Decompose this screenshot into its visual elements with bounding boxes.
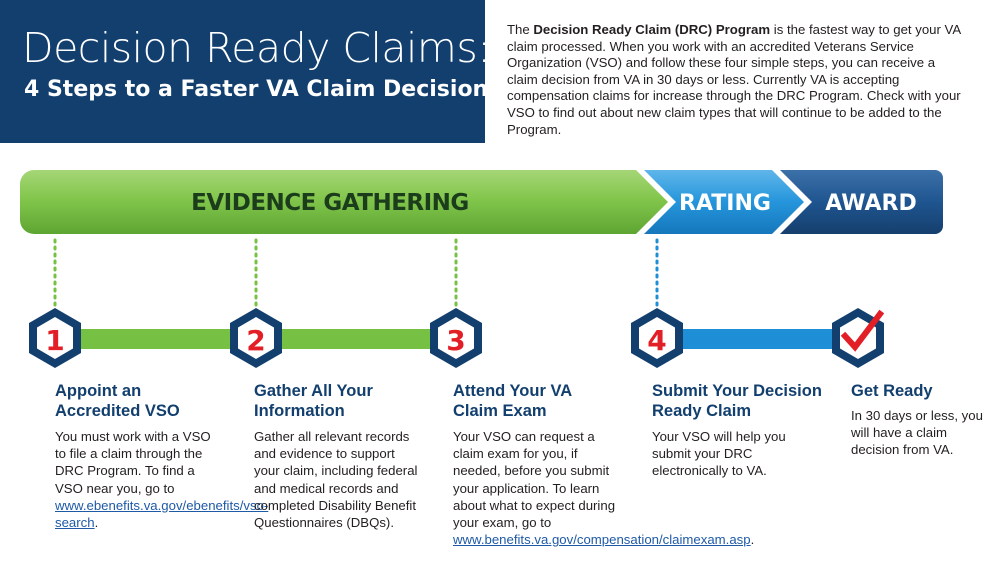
claim-exam-link[interactable]: www.benefits.va.gov/compensation/claimexam.asp xyxy=(453,532,751,548)
step-1-body xyxy=(55,428,269,531)
step-4-title: Submit Your Decision Ready Claim xyxy=(652,382,822,420)
intro-program-name: Decision Ready Claim (DRC) Program xyxy=(533,22,771,37)
intro-prefix: The xyxy=(507,22,534,37)
step-4-badge xyxy=(631,308,683,368)
step-4-number: 4 xyxy=(647,324,667,357)
step-4-body: Your VSO will help you submit your DRC electronically to VA. xyxy=(652,429,786,479)
step-2-title: Gather All Your Information xyxy=(254,382,373,420)
step-3-badge xyxy=(430,308,482,368)
step-2-badge xyxy=(230,308,282,368)
vso-search-link[interactable]: www.ebenefits.va.gov/ebenefits/vso-search xyxy=(55,497,269,531)
step-3-suffix: . xyxy=(750,532,755,548)
step-2-number: 2 xyxy=(246,324,266,357)
step-5-body: In 30 days or less, you will have a claim decision from VA. xyxy=(851,408,983,458)
step-5-badge xyxy=(832,308,884,368)
step-1-title: Appoint an Accredited VSO xyxy=(55,382,180,420)
step-2-body: Gather all relevant records and evidence to support your claim, including federal and medical records and completed Disability Benefit Questionnaires (DBQs). xyxy=(254,429,418,531)
step-3-text: Your VSO can request a claim exam for you, if needed, before you submit your application. To learn about what to expect during your exam, go to xyxy=(453,429,616,531)
step-1-badge xyxy=(29,308,81,368)
phase-award-label: AWARD xyxy=(825,191,917,216)
intro-text: is the fastest way to get your VA claim processed. When you work with an accredited Veterans Service Organization (VSO) and follow these four simple steps, you can receive a claim decision from VA in 30 days or less. Currently VA is accepting compensation claims for increase through the DRC Program. Check with your VSO to find out about new claim types that will continue to be added to the Program. xyxy=(507,22,961,137)
phase-rating-label: RATING xyxy=(679,191,771,216)
step-1-text: You must work with a VSO to file a claim through the DRC Program. To find a VSO near you, go to xyxy=(55,429,211,496)
step-1-number: 1 xyxy=(45,324,65,357)
phase-evidence-label: EVIDENCE GATHERING xyxy=(191,190,469,216)
step-1-suffix: . xyxy=(94,515,99,531)
step-5-title: Get Ready xyxy=(851,382,933,400)
page-title: Decision Ready Claims: xyxy=(22,24,491,72)
page-subtitle: 4 Steps to a Faster VA Claim Decision xyxy=(24,77,489,102)
step-3-title: Attend Your VA Claim Exam xyxy=(453,382,572,420)
progress-line-blue xyxy=(683,329,835,349)
step-3-number: 3 xyxy=(446,324,466,357)
